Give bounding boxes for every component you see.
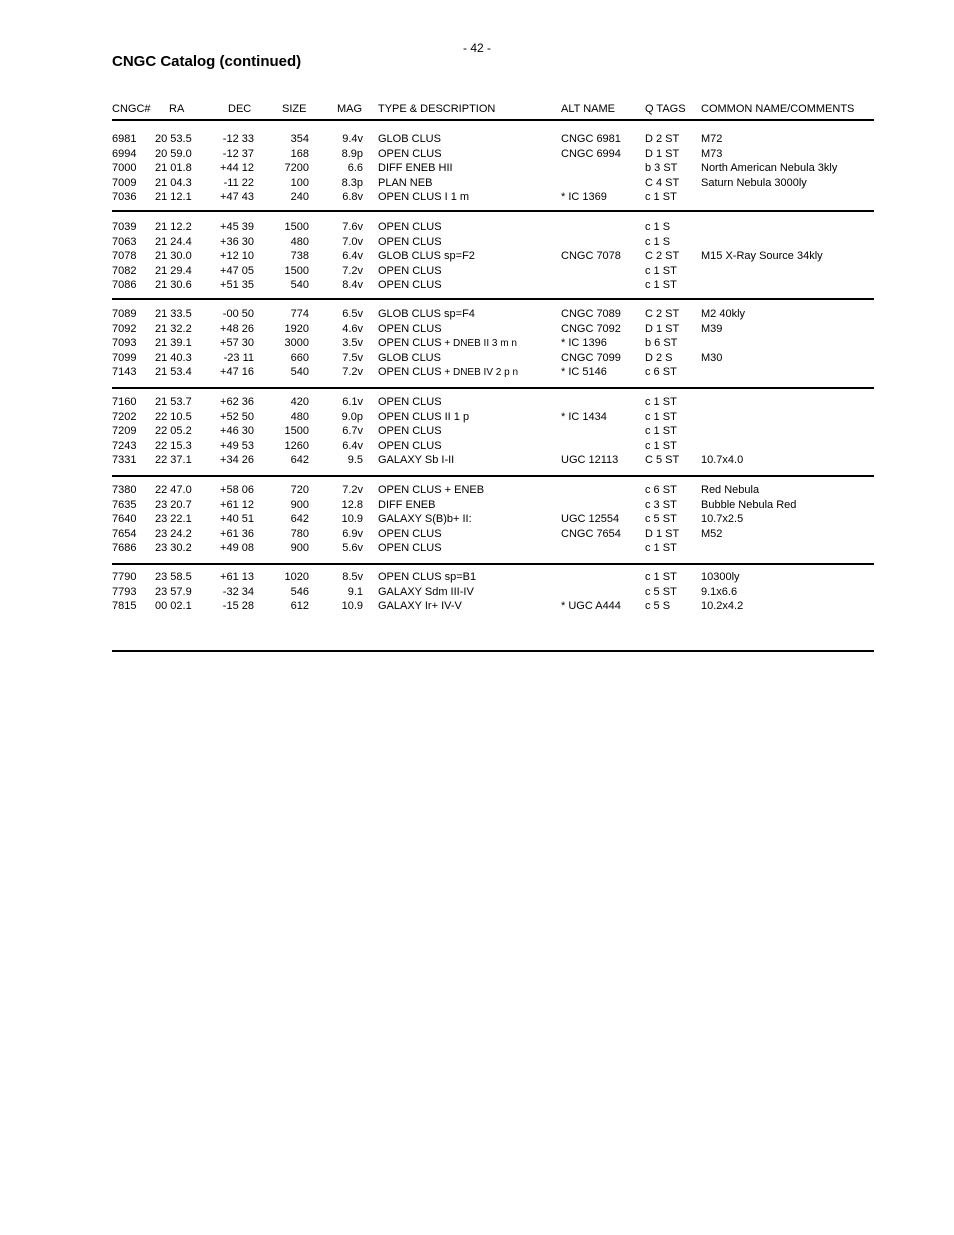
cell-ngc: 7202 [112, 410, 137, 423]
cell-alt-name: CNGC 6994 [561, 147, 621, 160]
cell-dec: +48 26 [220, 322, 254, 335]
cell-ngc: 6981 [112, 133, 137, 145]
cell-size: 720 [290, 484, 309, 496]
cell-alt-name: CNGC 7092 [561, 322, 621, 335]
cell-alt-name: * UGC A444 [561, 600, 621, 613]
table-row [0, 161, 954, 176]
cell-ra: 00 02.1 [155, 600, 192, 613]
cell-type: DIFF ENEB HII [378, 162, 453, 175]
cell-comments: M30 [701, 351, 723, 364]
cell-ngc: 7036 [112, 191, 137, 204]
cell-alt-name: * IC 1396 [561, 337, 607, 350]
cell-comments: Red Nebula [701, 484, 760, 496]
cell-dec: +61 12 [220, 498, 254, 511]
cell-dec: -32 34 [222, 585, 254, 598]
cell-comments: 9.1x6.6 [701, 585, 738, 598]
cell-comments: Saturn Nebula 3000ly [701, 176, 807, 189]
cell-dec: +49 53 [220, 439, 254, 452]
cell-ngc: 7099 [112, 351, 137, 364]
table-row [0, 322, 954, 337]
cell-size: 1020 [284, 571, 309, 583]
table-row [0, 424, 954, 439]
cell-mag: 7.2v [342, 264, 363, 277]
cell-dec: +61 13 [220, 571, 254, 583]
table-row [0, 235, 954, 250]
header-q-tags: Q TAGS [645, 103, 686, 115]
cell-ngc: 7331 [112, 454, 137, 467]
cell-q-tags: C 4 ST [645, 176, 680, 189]
cell-dec: +34 26 [220, 454, 254, 467]
cell-dec: +47 16 [220, 366, 254, 379]
table-row [0, 395, 954, 410]
cell-type: GLOB CLUS [378, 133, 441, 145]
cell-q-tags: c 1 ST [645, 191, 677, 204]
cell-q-tags: D 2 ST [645, 133, 680, 145]
cell-q-tags: c 1 ST [645, 410, 677, 423]
cell-mag: 7.0v [342, 235, 363, 248]
cell-ngc: 7793 [112, 585, 137, 598]
cell-mag: 10.9 [341, 600, 363, 613]
header-alt: ALT NAME [561, 103, 615, 115]
cell-dec: +12 10 [220, 250, 254, 263]
cell-ngc: 7209 [112, 425, 137, 438]
cell-ngc: 7063 [112, 235, 137, 248]
cell-ra: 20 59.0 [155, 147, 192, 160]
cell-size: 642 [290, 513, 309, 526]
cell-mag: 6.1v [342, 396, 363, 408]
cell-type: DIFF ENEB [378, 498, 436, 511]
cell-ra: 21 29.4 [155, 264, 192, 277]
cell-size: 3000 [284, 337, 309, 350]
cell-dec: +47 05 [220, 264, 254, 277]
cell-ngc: 7093 [112, 337, 137, 350]
cell-q-tags: c 6 ST [645, 366, 677, 379]
cell-q-tags: D 1 ST [645, 527, 680, 540]
catalog-group [0, 132, 954, 205]
cell-size: 612 [290, 600, 309, 613]
cell-ngc: 7009 [112, 176, 137, 189]
cell-dec: -12 33 [222, 133, 254, 145]
catalog-group [0, 395, 954, 468]
cell-type: OPEN CLUS [378, 425, 442, 438]
cell-type: OPEN CLUS [378, 322, 442, 335]
cell-ra: 21 30.0 [155, 250, 192, 263]
cell-alt-name: CNGC 6981 [561, 133, 621, 145]
cell-mag: 12.8 [341, 498, 363, 511]
cell-ra: 21 53.4 [155, 366, 192, 379]
cell-ra: 23 20.7 [155, 498, 192, 511]
cell-mag: 3.5v [342, 337, 363, 350]
cell-size: 780 [290, 527, 309, 540]
table-row [0, 264, 954, 279]
cell-type: GLOB CLUS [378, 351, 441, 364]
cell-q-tags: c 5 ST [645, 513, 677, 526]
table-row [0, 336, 954, 351]
cell-type: OPEN CLUS [378, 396, 442, 408]
cell-size: 7200 [284, 162, 309, 175]
cell-mag: 9.1 [347, 585, 363, 598]
header-ra: RA [169, 103, 185, 115]
cell-alt-name: CNGC 7078 [561, 250, 621, 263]
cell-q-tags: D 2 S [645, 351, 673, 364]
cell-type: OPEN CLUS sp=B1 [378, 571, 477, 583]
cell-mag: 7.6v [342, 221, 363, 233]
cell-q-tags: c 1 ST [645, 396, 677, 408]
cell-ra: 22 10.5 [155, 410, 192, 423]
cell-mag: 6.5v [342, 308, 363, 320]
cell-dec: +58 06 [220, 484, 254, 496]
cell-ra: 21 01.8 [155, 162, 192, 175]
cell-comments: M2 40kly [701, 308, 746, 320]
cell-dec: +45 39 [220, 221, 254, 233]
cell-alt-name: CNGC 7654 [561, 527, 621, 540]
table-row [0, 365, 954, 380]
cell-size: 240 [290, 191, 309, 204]
header-size: SIZE [282, 103, 307, 115]
cell-dec: +62 36 [220, 396, 254, 408]
cell-ra: 23 58.5 [155, 571, 192, 583]
cell-dec: +47 43 [220, 191, 254, 204]
cell-q-tags: b 3 ST [645, 162, 678, 175]
catalog-group [0, 220, 954, 293]
cell-size: 100 [290, 176, 309, 189]
cell-ra: 20 53.5 [155, 133, 192, 145]
cell-mag: 7.2v [342, 366, 363, 379]
cell-type: GALAXY Ir+ IV-V [378, 600, 462, 613]
table-row [0, 585, 954, 600]
type-extra: + DNEB IV 2 p n [441, 367, 519, 379]
cell-dec: +49 08 [220, 542, 254, 555]
table-row [0, 498, 954, 513]
cell-q-tags: c 1 ST [645, 542, 677, 555]
cell-size: 420 [290, 396, 309, 408]
cell-size: 480 [290, 235, 309, 248]
cell-q-tags: C 2 ST [645, 308, 680, 320]
page-title: CNGC Catalog (continued) [112, 53, 302, 70]
cell-q-tags: c 6 ST [645, 484, 677, 496]
cell-ra: 21 04.3 [155, 176, 192, 189]
table-row [0, 483, 954, 498]
type-extra: + DNEB II 3 m n [441, 338, 517, 350]
cell-dec: +40 51 [220, 513, 254, 526]
divider-rule [112, 650, 874, 652]
cell-ra: 22 37.1 [155, 454, 192, 467]
cell-ra: 23 24.2 [155, 527, 192, 540]
cell-ra: 21 12.1 [155, 191, 192, 204]
table-row [0, 453, 954, 468]
cell-ra: 21 39.1 [155, 337, 192, 350]
cell-size: 480 [290, 410, 309, 423]
table-row [0, 220, 954, 235]
cell-type: OPEN CLUS + DNEB IV 2 p n [378, 366, 519, 379]
cell-q-tags: c 5 ST [645, 585, 677, 598]
cell-mag: 8.5v [342, 571, 363, 583]
table-row [0, 176, 954, 191]
cell-size: 1500 [284, 221, 309, 233]
cell-q-tags: D 1 ST [645, 147, 680, 160]
cell-q-tags: c 1 S [645, 235, 671, 248]
table-row [0, 351, 954, 366]
cell-q-tags: c 1 ST [645, 264, 677, 277]
cell-ngc: 7143 [112, 366, 137, 379]
table-row [0, 527, 954, 542]
cell-q-tags: c 1 ST [645, 439, 677, 452]
cell-comments: 10300ly [701, 571, 740, 583]
cell-ngc: 7654 [112, 527, 137, 540]
table-row [0, 570, 954, 585]
cell-dec: +36 30 [220, 235, 254, 248]
cell-mag: 6.6 [347, 162, 363, 175]
cell-ngc: 7686 [112, 542, 137, 555]
cell-ra: 23 22.1 [155, 513, 192, 526]
cell-ngc: 7089 [112, 308, 137, 320]
cell-size: 900 [290, 498, 309, 511]
cell-ngc: 7078 [112, 250, 137, 263]
cell-dec: +44 12 [220, 162, 254, 175]
cell-type: OPEN CLUS [378, 235, 442, 248]
cell-alt-name: UGC 12113 [561, 454, 619, 467]
cell-mag: 6.7v [342, 425, 363, 438]
cell-size: 540 [290, 366, 309, 379]
cell-dec: -15 28 [222, 600, 254, 613]
cell-mag: 6.9v [342, 527, 363, 540]
cell-ra: 21 12.2 [155, 221, 192, 233]
cell-dec: +57 30 [220, 337, 254, 350]
cell-ra: 22 15.3 [155, 439, 192, 452]
divider-rule [112, 119, 874, 121]
cell-ngc: 7243 [112, 439, 137, 452]
cell-q-tags: c 1 ST [645, 279, 677, 292]
table-row [0, 278, 954, 293]
cell-size: 354 [290, 133, 309, 145]
cell-mag: 8.9p [341, 147, 363, 160]
cell-dec: -12 37 [222, 147, 254, 160]
cell-type: OPEN CLUS [378, 147, 442, 160]
cell-alt-name: * IC 1434 [561, 410, 607, 423]
cell-comments: M15 X-Ray Source 34kly [701, 250, 823, 263]
catalog-group [0, 570, 954, 614]
cell-mag: 4.6v [342, 322, 363, 335]
cell-size: 1260 [284, 439, 309, 452]
header-type: TYPE & DESCRIPTION [378, 103, 496, 115]
header-comments: COMMON NAME/COMMENTS [701, 103, 855, 115]
cell-q-tags: c 3 ST [645, 498, 677, 511]
cell-type: OPEN CLUS [378, 527, 442, 540]
cell-ngc: 7039 [112, 221, 137, 233]
cell-dec: -11 22 [223, 176, 254, 189]
cell-type: GLOB CLUS sp=F4 [378, 308, 475, 320]
cell-mag: 8.3p [341, 176, 363, 189]
cell-dec: +52 50 [220, 410, 254, 423]
cell-dec: +61 36 [220, 527, 254, 540]
cell-size: 660 [290, 351, 309, 364]
cell-comments: Bubble Nebula Red [701, 498, 797, 511]
cell-mag: 6.4v [342, 250, 363, 263]
cell-type: GLOB CLUS sp=F2 [378, 250, 475, 263]
cell-ra: 21 24.4 [155, 235, 192, 248]
cell-q-tags: c 1 ST [645, 425, 677, 438]
cell-mag: 7.5v [342, 351, 363, 364]
table-row [0, 410, 954, 425]
column-header-row [0, 103, 954, 117]
cell-type: GALAXY S(B)b+ II: [378, 513, 472, 526]
cell-size: 774 [290, 308, 309, 320]
cell-size: 900 [290, 542, 309, 555]
cell-type: OPEN CLUS [378, 439, 442, 452]
cell-comments: 10.7x4.0 [701, 454, 744, 467]
table-row [0, 190, 954, 205]
table-row [0, 307, 954, 322]
cell-size: 1500 [284, 425, 309, 438]
cell-q-tags: c 1 S [645, 221, 671, 233]
cell-q-tags: b 6 ST [645, 337, 678, 350]
cell-alt-name: CNGC 7099 [561, 351, 621, 364]
cell-type: OPEN CLUS + DNEB II 3 m n [378, 337, 517, 350]
cell-size: 546 [290, 585, 309, 598]
cell-ngc: 7790 [112, 571, 137, 583]
cell-ra: 22 05.2 [155, 425, 192, 438]
divider-rule [112, 475, 874, 477]
cell-type: OPEN CLUS [378, 542, 442, 555]
cell-mag: 10.9 [341, 513, 363, 526]
header-mag: MAG [337, 103, 363, 115]
cell-ra: 23 30.2 [155, 542, 192, 555]
cell-ngc: 7000 [112, 162, 137, 175]
cell-mag: 8.4v [342, 279, 363, 292]
cell-ngc: 7635 [112, 498, 137, 511]
cell-size: 1920 [284, 322, 309, 335]
cell-dec: -00 50 [222, 308, 254, 320]
cell-size: 1500 [284, 264, 309, 277]
cell-mag: 9.4v [342, 133, 363, 145]
table-row [0, 132, 954, 147]
cell-alt-name: * IC 1369 [561, 191, 607, 204]
cell-ra: 21 40.3 [155, 351, 192, 364]
cell-mag: 7.2v [342, 484, 363, 496]
cell-size: 168 [290, 147, 309, 160]
cell-alt-name: CNGC 7089 [561, 308, 621, 320]
divider-rule [112, 563, 874, 565]
cell-mag: 9.0p [341, 410, 363, 423]
cell-ngc: 7160 [112, 396, 137, 408]
divider-rule [112, 298, 874, 300]
divider-rule [112, 387, 874, 389]
cell-ngc: 7815 [112, 600, 137, 613]
table-row [0, 541, 954, 556]
table-row [0, 147, 954, 162]
cell-q-tags: C 5 ST [645, 454, 680, 467]
cell-comments: M39 [701, 322, 723, 335]
table-row [0, 249, 954, 264]
cell-dec: +51 35 [220, 279, 254, 292]
cell-alt-name: * IC 5146 [561, 366, 607, 379]
cell-mag: 5.6v [342, 542, 363, 555]
cell-type: GALAXY Sb I-II [378, 454, 455, 467]
cell-mag: 9.5 [347, 454, 363, 467]
cell-alt-name: UGC 12554 [561, 513, 620, 526]
cell-size: 738 [290, 250, 309, 263]
cell-q-tags: c 5 S [645, 600, 671, 613]
cell-comments: M72 [701, 133, 723, 145]
cell-ra: 21 53.7 [155, 396, 192, 408]
cell-q-tags: D 1 ST [645, 322, 680, 335]
cell-comments: M73 [701, 147, 723, 160]
cell-type: PLAN NEB [378, 176, 433, 189]
cell-mag: 6.4v [342, 439, 363, 452]
cell-size: 540 [290, 279, 309, 292]
cell-ngc: 7640 [112, 513, 137, 526]
cell-type: GALAXY Sdm III-IV [378, 585, 474, 598]
divider-rule [112, 210, 874, 212]
catalog-group [0, 307, 954, 380]
cell-ngc: 7082 [112, 264, 137, 277]
cell-q-tags: c 1 ST [645, 571, 677, 583]
cell-type: OPEN CLUS + ENEB [378, 484, 485, 496]
cell-mag: 6.8v [342, 191, 363, 204]
cell-ra: 22 47.0 [155, 484, 192, 496]
cell-type: OPEN CLUS [378, 221, 442, 233]
cell-ra: 23 57.9 [155, 585, 192, 598]
header-dec: DEC [228, 103, 252, 115]
page-number: - 42 - [462, 41, 491, 55]
cell-type: OPEN CLUS [378, 279, 442, 292]
cell-ra: 21 30.6 [155, 279, 192, 292]
cell-ngc: 6994 [112, 147, 137, 160]
cell-type: OPEN CLUS I 1 m [378, 191, 470, 204]
cell-type: OPEN CLUS II 1 p [378, 410, 470, 423]
cell-comments: 10.7x2.5 [701, 513, 744, 526]
cell-ngc: 7380 [112, 484, 137, 496]
cell-q-tags: C 2 ST [645, 250, 680, 263]
table-row [0, 512, 954, 527]
cell-type: OPEN CLUS [378, 264, 442, 277]
cell-comments: 10.2x4.2 [701, 600, 744, 613]
cell-ra: 21 32.2 [155, 322, 192, 335]
header-ngc: CNGC# [112, 103, 151, 115]
cell-ngc: 7086 [112, 279, 137, 292]
cell-comments: M52 [701, 527, 723, 540]
cell-size: 642 [290, 454, 309, 467]
table-row [0, 599, 954, 614]
catalog-group [0, 483, 954, 556]
cell-comments: North American Nebula 3kly [701, 162, 838, 175]
table-row [0, 439, 954, 454]
cell-dec: +46 30 [220, 425, 254, 438]
cell-dec: -23 11 [223, 351, 254, 364]
cell-ra: 21 33.5 [155, 308, 192, 320]
cell-ngc: 7092 [112, 322, 137, 335]
